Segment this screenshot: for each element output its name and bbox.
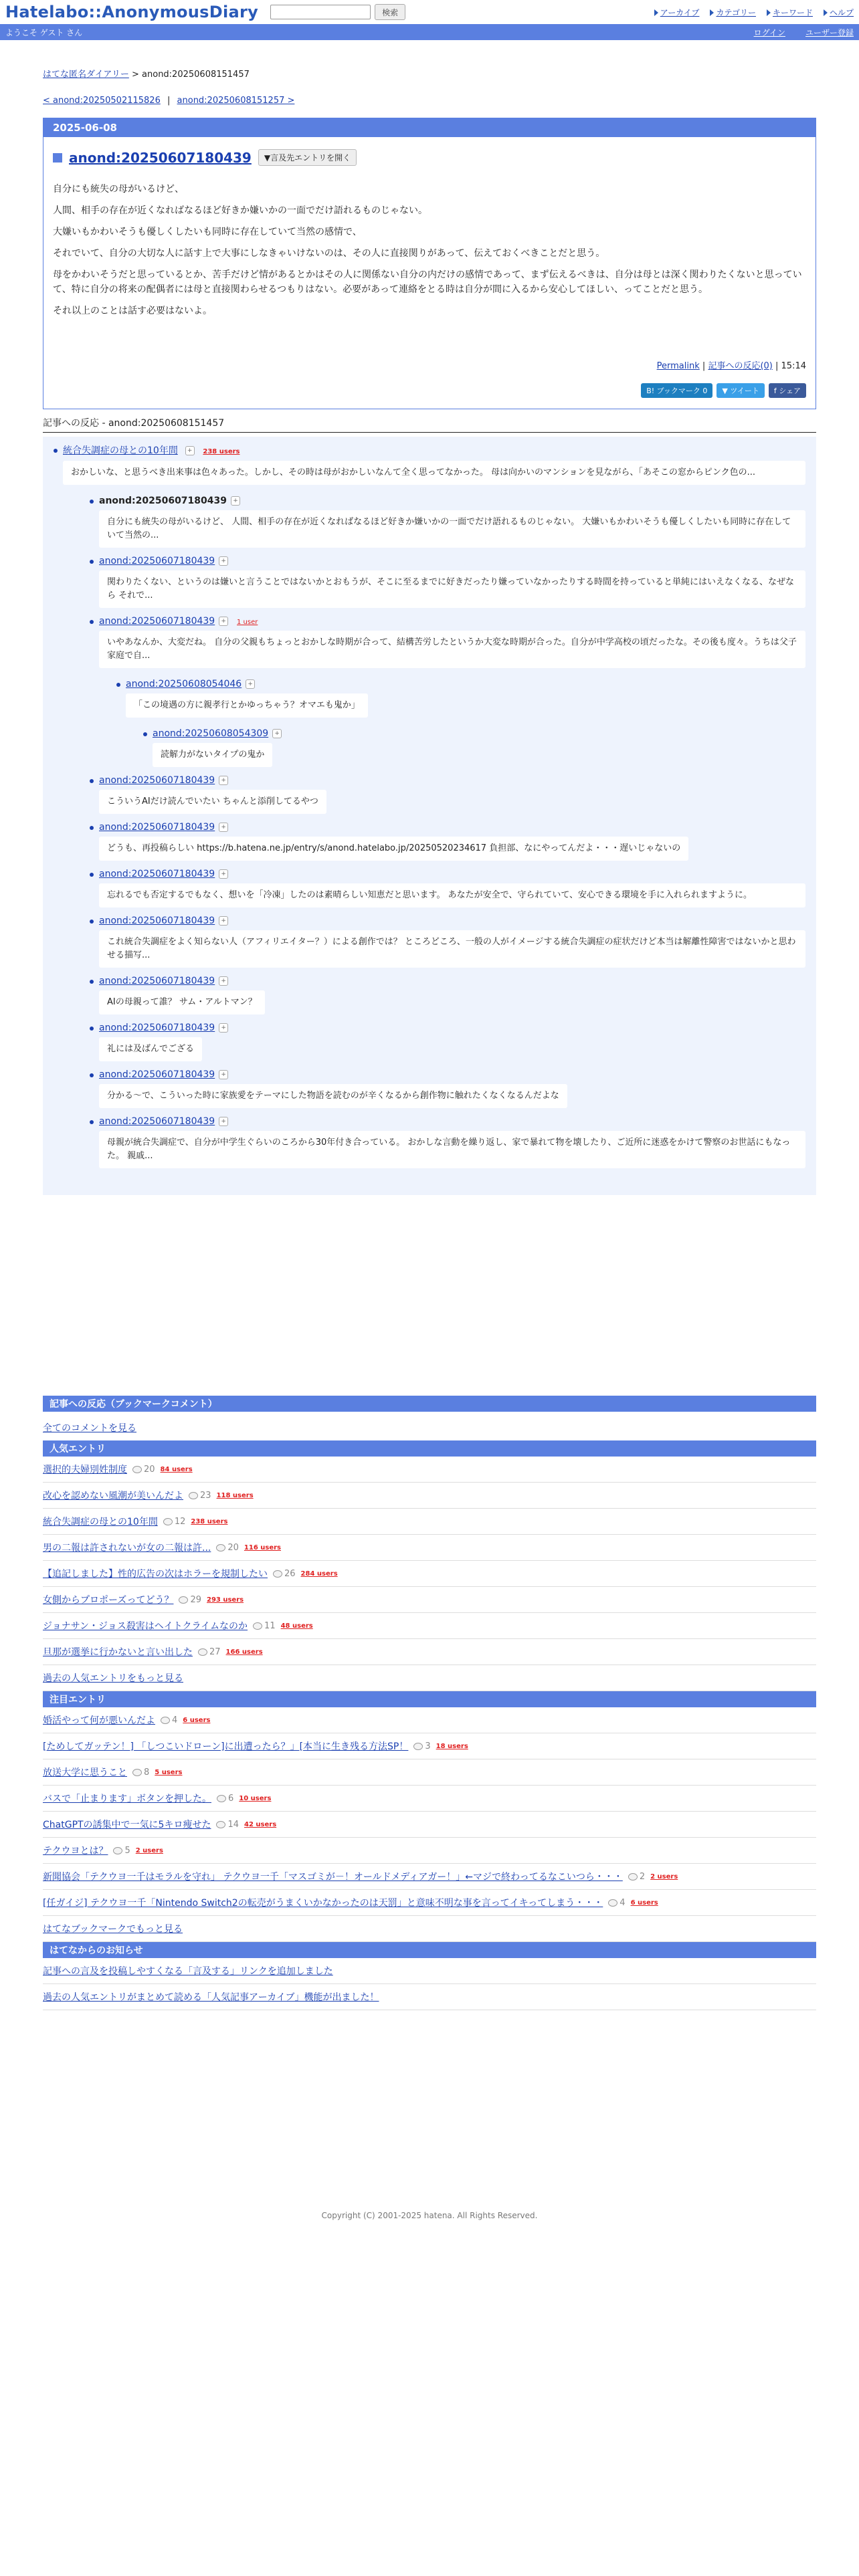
notable-link[interactable]: テクウヨとは？ [43,1846,108,1856]
comment-count[interactable] [163,1517,186,1527]
notable-title: 注目エントリ [43,1691,816,1707]
nav-keyword[interactable] [767,7,813,18]
users-count[interactable]: 5 users [155,1768,183,1776]
comment-count-value: 27 [209,1646,221,1657]
comment-count[interactable] [608,1898,625,1908]
users-count[interactable]: 42 users [244,1820,277,1828]
nav-help-link[interactable]: ヘルプ [829,7,854,17]
reaction-quote: 礼には及ばんでござる [99,1037,202,1061]
entry-body [53,182,806,318]
notable-item [43,1864,816,1890]
reaction-item [90,821,805,861]
reaction-quote: どうも、再投稿らしい https://b.hatena.ne.jp/entry/s/anond.hatelabo.jp/20250520234617 負担部、なにやってんだよ・・・遅いじゃないの [99,837,688,861]
footer-sep: | [702,361,706,371]
reaction-link[interactable]: anond:20250607180439 [99,1116,215,1127]
comment-count-value: 14 [227,1819,240,1830]
notable-item [43,1733,816,1759]
expand-icon[interactable]: + [219,617,228,626]
notable-more [43,1916,816,1942]
comment-count-value: 4 [619,1897,626,1908]
bookmark-button[interactable]: B! ブックマーク 0 [641,383,712,398]
reaction-link[interactable]: anond:20250607180439 [99,976,215,986]
facebook-icon: f [773,387,779,395]
share-row [53,383,806,398]
comment-count-value: 29 [190,1594,201,1605]
reaction-quote: 「この境遇の方に親孝行とかゆっちゃう？オマエも鬼か」 [126,693,368,718]
comment-count[interactable] [132,1465,155,1475]
news-item [43,1984,816,2010]
reaction-link[interactable]: anond:20250607180439 [99,822,215,833]
reaction-item [90,774,805,814]
reaction-item [90,867,805,907]
expand-icon[interactable]: + [219,1070,228,1079]
tweet-label: ツイート [730,387,759,395]
reaction-item [116,677,805,767]
tweet-button[interactable] [717,383,764,398]
ad-space [43,1195,816,1396]
notable-item [43,1707,816,1733]
prev-link[interactable]: < anond:20250502115826 [43,96,161,106]
top-nav [654,7,854,18]
popular-link[interactable]: 選択的夫婦別姓制度 [43,1465,127,1475]
reaction-item [143,727,805,767]
comment-count-value: 6 [228,1793,234,1804]
reaction-link[interactable]: anond:20250607180439 [99,1069,215,1080]
bird-icon: ▼ [722,387,731,395]
day-box [43,118,816,409]
entry-footer [53,358,806,371]
comment-count[interactable] [217,1794,233,1804]
reaction-item [90,1068,805,1108]
notable-link[interactable]: [ためしてガッテン！] 「しつこいドローン]に出遭ったら？」[本当に生き残る方法SP！ [43,1741,409,1752]
reaction-quote: おかしいな、と思うべき出来事は色々あった。しかし、その時は母がおかしいなんて全く思ってなかった。 母は向かいのマンションを見ながら、「あそこの窓からピンク色の... [63,461,805,485]
entry [43,137,816,409]
triangle-icon [767,9,771,16]
comment-count-value: 20 [144,1464,155,1475]
comment-icon [132,1466,142,1473]
popular-link[interactable]: 改心を認めない風潮が美いんだよ [43,1491,183,1501]
comment-count-value: 23 [200,1490,211,1501]
news-title: はてなからのお知らせ [43,1942,816,1958]
search-input[interactable] [270,5,371,19]
reaction-quote: これ統合失調症をよく知らない人（アフィリエイター？）による創作では？ ところどころ、一般の人がイメージする統合失調症の症状だけど本当は解離性障害ではないかと思わせる描写... [99,930,805,968]
expand-referenced-button[interactable]: ▼言及先エントリを開く [258,149,357,166]
reaction-item [90,615,805,767]
comment-icon [163,1518,173,1525]
triangle-icon [710,9,714,16]
reaction-children [90,494,805,1168]
expand-icon[interactable]: + [246,679,255,689]
users-count[interactable]: 6 users [630,1899,658,1907]
expand-icon[interactable]: + [219,1023,228,1033]
reaction-item [90,914,805,968]
nav-category-link[interactable]: カテゴリー [716,7,756,17]
reaction-item [90,974,805,1014]
notable-item [43,1786,816,1812]
next-link[interactable]: anond:20250608151257 > [177,96,295,106]
comment-count[interactable] [413,1741,430,1751]
breadcrumb-current: anond:20250608151457 [142,70,250,80]
triangle-icon [654,9,658,16]
reaction-item [90,494,805,548]
popular-item [43,1587,816,1613]
popular-more [43,1665,816,1691]
popular-item [43,1509,816,1535]
comment-count[interactable] [198,1647,221,1657]
permalink[interactable]: Permalink [656,361,700,371]
reaction-quote: 自分にも統失の母がいるけど、 人間、相手の存在が近くなればなるほど好きか嫌いかの一面でだけ語れるものじゃない。 大嫌いもかわいそうも優しくしたいも同時に存在していて当然の... [99,510,805,548]
comment-count[interactable] [253,1621,276,1631]
notable-item [43,1812,816,1838]
entry-time: 15:14 [781,361,806,371]
users-count[interactable]: 1 user [236,619,258,626]
reactions-link[interactable]: 記事への反応(0) [708,361,773,371]
reaction-item [90,554,805,608]
comment-count-value: 20 [227,1542,239,1553]
site-logo[interactable]: Hatelabo::AnonymousDiary [5,3,259,21]
comment-count-value: 3 [425,1741,431,1751]
reaction-root [54,443,805,1168]
notable-link[interactable]: ChatGPTの誘集中で一気に5キロ痩せた [43,1820,211,1830]
entry-title-row [53,149,806,166]
day-date: 2025-06-08 [43,118,816,137]
users-count[interactable]: 10 users [239,1794,272,1802]
popular-title: 人気エントリ [43,1440,816,1457]
notable-more-link[interactable]: はてなブックマークでもっと見る [43,1924,183,1935]
all-comments [43,1412,816,1440]
popular-item [43,1613,816,1639]
comment-icon [198,1648,207,1656]
reaction-item [90,1021,805,1061]
expand-icon[interactable]: + [219,776,228,785]
pager [43,96,816,106]
expand-icon[interactable]: + [219,556,228,566]
comment-count[interactable] [216,1543,239,1553]
reaction-sub [116,677,805,767]
reaction-root-link[interactable]: 統合失調症の母との10年間 [63,445,178,456]
facebook-label: シェア [779,387,801,395]
users-count[interactable]: 2 users [135,1846,163,1854]
nav-archive[interactable] [654,7,700,18]
all-comments-link[interactable]: 全てのコメントを見る [43,1423,136,1434]
comment-count[interactable] [161,1715,177,1725]
reaction-link[interactable]: anond:20250607180439 [99,1023,215,1033]
square-icon [53,153,62,163]
comment-count-value: 12 [174,1516,186,1527]
breadcrumb-sep: > [131,70,139,80]
entry-paragraph: 人間、相手の存在が近くなればなるほど好きか嫌いかの一面でだけ語れるものじゃない。 [53,205,427,216]
expand-icon[interactable]: + [219,869,228,879]
entry-paragraph: それ以上のことは話す必要はないよ。 [53,306,212,316]
notable-link[interactable]: 放送大学に思うこと [43,1767,127,1778]
entry-paragraph: それでいて、自分の大切な人に話す上で大事にしなきゃいけないのは、その人に直接関りがあって、伝えておくべきことだと思う。 [53,248,605,259]
popular-link[interactable]: 統合失調症の母との10年間 [43,1517,158,1527]
comment-count-value: 4 [172,1715,178,1725]
expand-icon[interactable]: + [219,976,228,986]
news-link[interactable]: 過去の人気エントリがまとめて読める「人気記事アーカイブ」機能が出ました！ [43,1992,379,2003]
reaction-link[interactable]: anond:20250607180439 [99,869,215,879]
comment-count-value: 11 [264,1620,276,1631]
comment-count-value: 5 [124,1845,130,1856]
reaction-current-label: anond:20250607180439 [99,496,227,506]
popular-item [43,1457,816,1483]
pager-sep: | [167,96,171,106]
popular-link[interactable]: 【追記しました】性的広告の次はホラーを規制したい [43,1569,268,1580]
popular-more-link[interactable]: 過去の人気エントリをもっと見る [43,1673,183,1684]
notable-link[interactable]: 婚活やって何が悪いんだよ [43,1715,155,1726]
reaction-link[interactable]: anond:20250608054046 [126,679,242,689]
users-count[interactable]: 84 users [160,1465,193,1473]
bookmark-comments-title: 記事への反応（ブックマークコメント） [43,1396,816,1412]
reaction-item [90,1115,805,1168]
reaction-link[interactable]: anond:20250608054309 [153,728,269,739]
news-item [43,1958,816,1984]
popular-link[interactable]: 男の二報は許されないが女の二報は許... [43,1543,211,1553]
reaction-quote: こういうAIだけ読んでいたい ちゃんと添削してるやつ [99,790,326,814]
comment-icon [413,1743,423,1750]
expand-icon[interactable]: + [185,446,195,455]
popular-link[interactable]: 旦那が選挙に行かないと言い出した [43,1647,193,1658]
search-button[interactable]: 検索 [375,4,405,20]
breadcrumb [43,67,816,80]
reaction-quote: 読解力がないタイプの鬼か [153,743,272,767]
reaction-link[interactable]: anond:20250607180439 [99,616,215,627]
users-count[interactable]: 118 users [216,1491,254,1499]
reaction-quote: 忘れるでも否定するでもなく、想いを「冷凍」したのは素晴らしい知恵だと思います。 あなたが安全で、守られていて、安心できる環境を手に入れられますように。 [99,883,805,907]
users-count[interactable]: 18 users [436,1742,468,1750]
breadcrumb-home[interactable]: はてな匿名ダイアリー [43,70,129,80]
comment-icon [189,1492,198,1499]
notable-item [43,1759,816,1786]
comment-count-value: 8 [144,1767,150,1778]
users-count[interactable]: 2 users [650,1872,678,1881]
comment-icon [132,1769,142,1776]
popular-link[interactable]: ジョナサン・ジョス殺害はヘイトクライムなのか [43,1621,248,1632]
notable-link[interactable]: 新聞協会「テクウヨ一千はモラルを守れ」 テクウヨ一千「マスゴミが－！オールドメディアガー！」←マジで終わってるなこいつら・・・ [43,1872,623,1883]
comment-count-value: 26 [284,1568,296,1579]
entry-paragraph: 自分にも統失の母がいるけど、 [53,184,184,195]
reaction-link[interactable]: anond:20250607180439 [99,916,215,926]
popular-item [43,1483,816,1509]
reaction-link[interactable]: anond:20250607180439 [99,556,215,566]
notable-link[interactable]: [任ガイジ] テクウヨ一千「Nintendo Switch2の転売がうまくいかなかったのは天罰」と意味不明な事を言ってイキってしまう・・・ [43,1898,603,1909]
entry-title[interactable]: anond:20250607180439 [69,149,252,166]
nav-archive-link[interactable]: アーカイブ [660,7,700,17]
expand-icon[interactable]: + [231,496,240,506]
users-count[interactable]: 284 users [300,1570,338,1578]
comment-count[interactable] [113,1846,130,1856]
comment-icon [253,1622,262,1630]
comment-icon [608,1899,617,1907]
reaction-quote: いやあなんか、大変だね。 自分の父親もちょっとおかしな時期が合って、結構苦労したというか大変な時期が合った。自分が中学高校の頃だったな。その後も度々。うちは父子家庭で自... [99,631,805,668]
popular-item [43,1561,816,1587]
footer-copyright: Copyright (C) 2001-2025 hatena. All Rights Reserved. [321,2211,538,2220]
comment-count[interactable] [273,1569,296,1579]
comment-count[interactable] [132,1767,149,1778]
comment-count[interactable] [189,1491,211,1501]
comment-icon [216,1544,225,1551]
notable-item [43,1838,816,1864]
users-count[interactable]: 238 users [203,448,240,455]
expand-icon[interactable]: + [219,823,228,832]
welcome-text: ようこそ ゲスト さん [5,27,83,37]
notable-item [43,1890,816,1916]
news-link[interactable]: 記事への言及を投稿しやすくなる「言及する」リンクを追加しました [43,1966,333,1977]
users-count[interactable]: 48 users [280,1622,313,1630]
entry-paragraph: 大嫌いもかわいそうも優しくしたいも同時に存在していて当然の感情で、 [53,227,362,237]
users-count[interactable]: 238 users [191,1517,228,1525]
popular-item [43,1639,816,1665]
footer-sep: | [775,361,779,371]
expand-icon[interactable]: + [272,729,282,738]
register-link[interactable]: ユーザー登録 [805,27,854,37]
nav-keyword-link[interactable]: キーワード [772,7,813,17]
comment-count[interactable] [179,1595,201,1605]
notable-link[interactable]: バスで「止まります」ボタンを押した。 [43,1794,211,1804]
comment-count[interactable] [628,1872,645,1882]
nav-help[interactable] [824,7,854,18]
reactions-panel [43,437,816,1195]
comment-icon [161,1717,170,1724]
facebook-share-button[interactable] [769,383,806,398]
popular-item [43,1535,816,1561]
reaction-quote: 関わりたくない、というのは嫌いと言うことではないかとおもうが、そこに至るまでに好きだったり嫌っていなかったりする時間を持っていると単純にはいえなくなる、なぜなら それで... [99,570,805,608]
reaction-quote: AIの母親って誰？ サム・アルトマン？ [99,990,265,1014]
login-link[interactable]: ログイン [753,27,785,37]
users-count[interactable]: 293 users [207,1596,244,1604]
comment-icon [628,1873,638,1881]
comment-icon [217,1795,226,1802]
comment-icon [179,1596,188,1604]
expand-icon[interactable]: + [219,1117,228,1126]
reaction-link[interactable]: anond:20250607180439 [99,775,215,786]
users-count[interactable]: 116 users [244,1543,281,1551]
reaction-tree [54,443,805,1168]
comment-icon [113,1847,122,1854]
comment-icon [216,1821,225,1828]
comment-count[interactable] [216,1820,239,1830]
entry-paragraph: 母をかわいそうだと思っているとか、苦手だけど情があるとかはその人に関係ない自分の内だけの感情であって、まず伝えるべきは、自分は母とは深く関わりたくないと思っていて、特に自分の将来の配偶者には母と直接関わらせるつもりはない。必要があって連絡をとる時は自分が間に入るから安心してほしい、ってことだと思う。 [53,270,802,295]
main-container [43,67,816,2220]
popular-link[interactable]: 女側からプロポーズってどう？ [43,1595,174,1606]
comment-count-value: 2 [639,1871,646,1882]
top-bar [0,0,859,24]
reaction-quote: 母親が統合失調症で、自分が中学生ぐらいのころから30年付き合っている。 おかしな言動を繰り返し、家で暴れて物を壊したり、ご近所に迷惑をかけて警察のお世話にもなった。 親戚... [99,1131,805,1168]
expand-icon[interactable]: + [219,916,228,926]
news-list [43,1958,816,2010]
reaction-quote: 分かる〜で、こういった時に家族愛をテーマにした物語を読むのが辛くなるから創作物に触れたくなくなるんだよな [99,1084,567,1108]
nav-category[interactable] [710,7,756,18]
welcome-bar [0,24,859,40]
reactions-title: 記事への反応 - anond:20250608151457 [43,416,816,433]
users-count[interactable]: 6 users [183,1716,211,1724]
popular-list [43,1457,816,1665]
notable-list [43,1707,816,1916]
triangle-icon [824,9,828,16]
comment-icon [273,1570,282,1578]
reaction-sub [143,727,805,767]
users-count[interactable]: 166 users [225,1648,263,1656]
